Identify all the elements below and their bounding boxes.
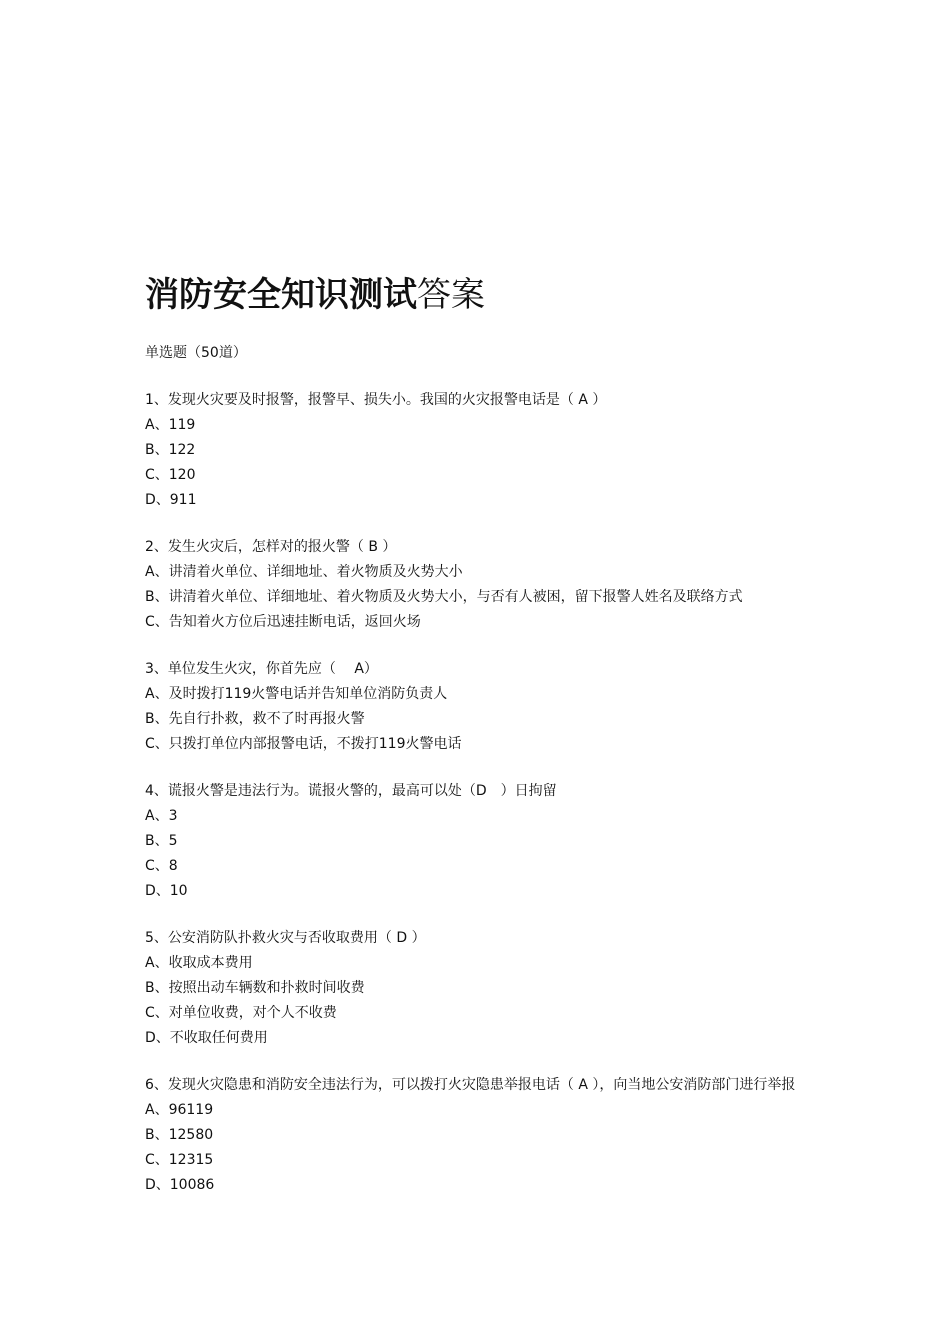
option-d: D、911 [145, 492, 197, 508]
question-text: 1、发现火灾要及时报警，报警早、损失小。我国的火灾报警电话是（ A ） [145, 392, 607, 408]
option-b: B、122 [145, 442, 196, 458]
question-1 [145, 388, 815, 513]
question-5 [145, 926, 815, 1051]
option-c: C、120 [145, 467, 196, 483]
option-b: B、5 [145, 833, 178, 849]
question-text: 3、单位发生火灾，你首先应（ A） [145, 661, 378, 677]
option-a: A、96119 [145, 1102, 214, 1118]
option-d: D、10086 [145, 1177, 215, 1193]
document-content [145, 341, 815, 1220]
question-text: 2、发生火灾后，怎样对的报火警（ B ） [145, 539, 397, 555]
option-a: A、3 [145, 808, 178, 824]
option-a: A、及时拨打119火警电话并告知单位消防负责人 [145, 686, 448, 702]
option-c: C、对单位收费，对个人不收费 [145, 1005, 337, 1021]
title-bold-part: 消防安全知识测试 [145, 275, 417, 315]
section-subtitle: 单选题（50道） [145, 345, 247, 361]
question-4 [145, 779, 815, 904]
page-title [145, 270, 485, 320]
question-2 [145, 535, 815, 635]
option-b: B、先自行扑救，救不了时再报火警 [145, 711, 365, 727]
question-text: 4、谎报火警是违法行为。谎报火警的，最高可以处（D ）日拘留 [145, 783, 557, 799]
option-d: D、10 [145, 883, 188, 899]
option-c: C、只拨打单位内部报警电话，不拨打119火警电话 [145, 736, 462, 752]
option-b: B、按照出动车辆数和扑救时间收费 [145, 980, 365, 996]
option-b: B、12580 [145, 1127, 214, 1143]
option-d: D、不收取任何费用 [145, 1030, 268, 1046]
question-text: 6、发现火灾隐患和消防安全违法行为，可以拨打火灾隐患举报电话（ A ），向当地公安消防部门进行举报 [145, 1077, 796, 1093]
option-c: C、告知着火方位后迅速挂断电话，返回火场 [145, 614, 421, 630]
option-a: A、收取成本费用 [145, 955, 253, 971]
question-6 [145, 1073, 815, 1198]
option-a: A、119 [145, 417, 196, 433]
option-c: C、8 [145, 858, 178, 874]
option-a: A、讲清着火单位、详细地址、着火物质及火势大小 [145, 564, 463, 580]
question-text: 5、公安消防队扑救火灾与否收取费用（ D ） [145, 930, 426, 946]
title-normal-part: 答案 [417, 275, 485, 315]
option-b: B、讲清着火单位、详细地址、着火物质及火势大小，与否有人被困，留下报警人姓名及联络方式 [145, 589, 743, 605]
option-c: C、12315 [145, 1152, 214, 1168]
question-3 [145, 657, 815, 757]
